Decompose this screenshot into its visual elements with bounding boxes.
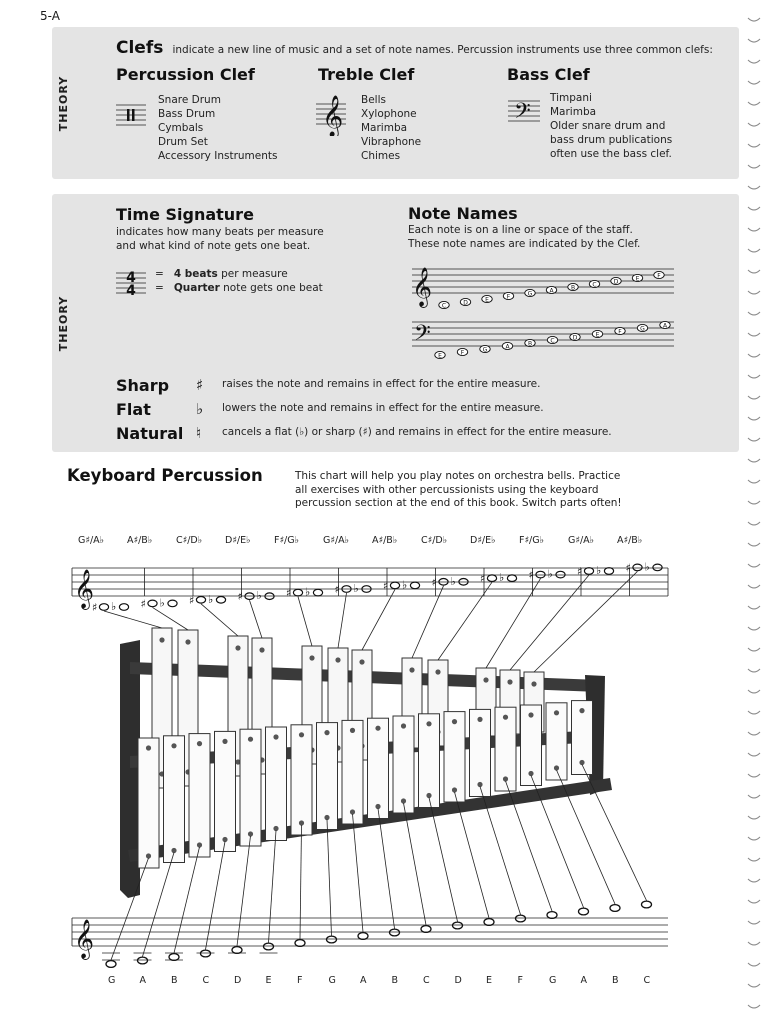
binding-coil	[748, 312, 760, 315]
keyboard-percussion-desc: This chart will help you play notes on orchestra bells. Practice all exercises with other percussionists using the keyboard percussion section at the end of this book. Switch parts often!	[295, 470, 622, 509]
svg-text:𝄞: 𝄞	[74, 569, 95, 609]
accidental-label: D♯/E♭	[470, 535, 496, 546]
accidental-label: A♯/B♭	[617, 535, 643, 546]
binding-coil	[748, 417, 760, 420]
natural-bar	[546, 703, 567, 780]
time-signature-icon	[116, 268, 146, 298]
natural-labels-row	[0, 975, 768, 989]
note-name-letter: F	[618, 328, 622, 336]
natural-note	[484, 919, 494, 926]
note-name-letter: C	[550, 337, 555, 345]
natural-icon: ♮	[196, 424, 202, 442]
binding-coil	[748, 501, 760, 504]
keyboard-percussion-title: Keyboard Percussion	[67, 466, 263, 485]
note-name-circle	[568, 283, 578, 291]
note-name-letter: C	[441, 302, 447, 310]
note-name-letter: E	[635, 275, 640, 283]
binding-coil	[748, 39, 760, 42]
percussion-clef-title: Percussion Clef	[116, 65, 255, 84]
natural-bar	[291, 725, 312, 835]
svg-text:♭: ♭	[208, 592, 214, 606]
accidental-label: C♯/D♭	[176, 535, 203, 546]
accidental-labels-row	[78, 535, 678, 549]
svg-text:𝄞: 𝄞	[74, 919, 95, 959]
natural-note	[102, 953, 120, 967]
note-name-letter: B	[527, 340, 533, 348]
svg-text:♭: ♭	[402, 578, 408, 592]
accidental-note-pair	[577, 564, 614, 578]
natural-note	[228, 947, 246, 954]
accidentals-list	[116, 373, 726, 445]
natural-label: D	[234, 975, 242, 986]
accidental-note-pair	[383, 578, 420, 592]
svg-text:♭: ♭	[547, 567, 553, 581]
time-signature-title: Time Signature	[116, 205, 254, 224]
natural-label: E	[265, 975, 272, 986]
natural-label: A	[139, 975, 146, 986]
note-name-letter: D	[463, 299, 468, 307]
binding-coil	[748, 480, 760, 483]
flat-label: Flat	[116, 399, 151, 419]
note-name-circle	[460, 298, 470, 306]
natural-note	[358, 933, 368, 940]
svg-text:♭: ♭	[305, 585, 311, 599]
svg-text:♯: ♯	[383, 579, 389, 593]
natural-bar	[189, 734, 210, 857]
svg-text:𝄞: 𝄞	[322, 96, 344, 136]
svg-text:♯: ♯	[286, 586, 292, 600]
note-names-title: Note Names	[408, 204, 518, 223]
note-name-letter: D	[613, 278, 619, 286]
accidental-note-pair	[286, 586, 323, 600]
natural-note	[295, 940, 305, 947]
binding-coil	[748, 1005, 760, 1008]
time-signature-bottom: 4	[126, 283, 136, 298]
svg-text:♯: ♯	[237, 590, 243, 604]
svg-text:♯: ♯	[334, 583, 340, 596]
note-name-circle	[480, 345, 490, 353]
natural-label: C	[643, 975, 651, 986]
binding-coil	[748, 228, 760, 231]
accidental-label: A♯/B♭	[372, 535, 398, 546]
natural-bar	[164, 736, 185, 863]
natural-label: G	[108, 975, 116, 986]
clefs-intro: indicate a new line of music and a set of note names. Percussion instruments use three common clefs:	[172, 44, 713, 56]
natural-bar	[317, 723, 338, 830]
natural-bar	[393, 716, 414, 813]
binding-coil	[748, 249, 760, 252]
note-name-circle	[654, 271, 664, 279]
accidental-label: A♯/B♭	[127, 535, 153, 546]
natural-row: Natural ♮ cancels a flat (♭) or sharp (♯) and remains in effect for the entire measure.	[116, 423, 612, 443]
binding-coil	[748, 438, 760, 441]
clefs-heading-row	[116, 38, 736, 58]
natural-label: C	[423, 975, 430, 986]
binding-coil	[748, 543, 760, 546]
natural-label: B	[391, 975, 399, 986]
theory-tab-1: THEORY	[57, 75, 71, 131]
natural-label: D	[454, 975, 462, 986]
svg-text:♯: ♯	[431, 575, 437, 589]
note-name-circle	[611, 277, 621, 285]
accidental-label: F♯/G♭	[274, 535, 300, 546]
treble-note-names-staff	[408, 260, 676, 312]
natural-note	[547, 912, 557, 919]
natural-note	[134, 953, 152, 964]
percussion-clef-icon	[116, 100, 146, 130]
natural-label: B	[612, 975, 619, 986]
binding-coil	[748, 270, 760, 273]
note-name-circle	[547, 336, 557, 344]
natural-label: A	[580, 975, 587, 986]
binding-coil	[748, 207, 760, 210]
accidental-label: G♯/A♭	[323, 535, 350, 546]
accidental-note-pair	[480, 571, 517, 585]
binding-coil	[748, 60, 760, 63]
binding-coil	[748, 522, 760, 525]
natural-bar	[215, 731, 236, 851]
svg-text:♭: ♭	[499, 571, 505, 585]
note-name-letter: A	[662, 322, 668, 330]
accidental-label: F♯/G♭	[519, 535, 545, 546]
treble-clef-title: Treble Clef	[318, 65, 415, 84]
time-signature-desc: indicates how many beats per measure and what kind of note gets one beat.	[116, 226, 324, 252]
natural-label: C	[202, 975, 210, 986]
natural-label: F	[297, 975, 303, 986]
natural-bar	[368, 718, 389, 818]
binding-coil	[748, 396, 760, 399]
natural-label: G	[328, 975, 336, 986]
binding-coil	[748, 375, 760, 378]
binding-coil	[748, 354, 760, 357]
natural-note	[453, 922, 463, 929]
clefs-title: Clefs	[116, 38, 164, 58]
note-name-letter: G	[640, 325, 645, 333]
flat-icon: ♭	[196, 400, 204, 418]
note-name-circle	[592, 330, 602, 338]
natural-note	[197, 950, 215, 957]
bass-note-names-staff	[408, 316, 676, 366]
note-name-circle	[439, 301, 449, 309]
note-name-circle	[525, 289, 535, 297]
note-name-circle	[482, 295, 492, 303]
time-signature-explanation: = 4 beats per measure = Quarter note gets one beat	[155, 268, 323, 294]
accidental-note-pair	[92, 600, 129, 614]
svg-text:♯: ♯	[480, 572, 486, 586]
sharp-label: Sharp	[116, 375, 170, 395]
natural-note	[579, 908, 589, 915]
natural-bar	[572, 701, 593, 775]
bass-clef-icon	[508, 96, 540, 126]
note-name-letter: E	[485, 296, 489, 304]
accidental-note-pair	[141, 596, 178, 610]
svg-text:♭: ♭	[644, 560, 650, 574]
svg-text:♯: ♯	[140, 597, 146, 611]
note-name-letter: F	[657, 272, 661, 280]
natural-label: G	[549, 975, 557, 986]
flat-row: Flat ♭ lowers the note and remains in effect for the entire measure.	[116, 399, 544, 419]
note-name-letter: G	[482, 346, 488, 354]
natural-label: Natural	[116, 423, 184, 443]
accidental-label: D♯/E♭	[225, 535, 251, 546]
natural-bar	[521, 705, 542, 786]
natural-note	[610, 905, 620, 912]
note-names-desc: Each note is on a line or space of the staff. These note names are indicated by the Clef.	[408, 224, 641, 250]
accidental-label: C♯/D♭	[421, 535, 448, 546]
note-name-letter: A	[549, 287, 554, 295]
accidental-note-pair	[189, 593, 226, 607]
note-name-circle	[457, 348, 467, 356]
natural-note	[260, 943, 278, 953]
natural-note	[327, 936, 337, 943]
natural-label: F	[517, 975, 523, 986]
svg-text:♯: ♯	[189, 593, 195, 607]
natural-note	[516, 915, 526, 922]
svg-text:♯: ♯	[92, 601, 98, 614]
theory-tab-2: THEORY	[57, 295, 71, 351]
natural-bar	[266, 727, 287, 841]
note-name-circle	[435, 351, 445, 359]
note-name-circle	[503, 292, 513, 300]
natural-label: B	[171, 975, 178, 986]
naturals-staff	[72, 918, 668, 960]
accidental-label: G♯/A♭	[568, 535, 595, 546]
natural-bar	[342, 720, 363, 824]
svg-text:♭: ♭	[111, 600, 117, 613]
natural-note	[390, 929, 400, 936]
natural-label: E	[486, 975, 493, 986]
binding-coil	[748, 144, 760, 147]
natural-note	[421, 926, 431, 933]
note-name-letter: D	[572, 334, 578, 342]
svg-text:𝄢: 𝄢	[414, 321, 431, 351]
svg-text:𝄢: 𝄢	[514, 99, 531, 126]
svg-text:♭: ♭	[596, 564, 602, 577]
sharp-icon: ♯	[196, 376, 204, 394]
svg-text:♭: ♭	[159, 596, 165, 610]
page-label: 5-A	[40, 9, 60, 23]
natural-bar	[470, 709, 491, 796]
keyboard-diagram	[0, 550, 768, 990]
note-name-letter: E	[595, 331, 600, 339]
binding-coil	[748, 165, 760, 168]
treble-clef-list: Bells Xylophone Marimba Vibraphone Chimes	[361, 94, 422, 162]
natural-label: A	[360, 975, 367, 986]
binding-coil	[748, 102, 760, 105]
binding-coil	[748, 186, 760, 189]
svg-text:♯: ♯	[528, 568, 534, 582]
natural-note	[165, 953, 183, 960]
natural-bar	[138, 738, 159, 868]
note-name-letter: A	[505, 343, 510, 351]
accidental-note-pair	[529, 568, 566, 582]
binding-coil	[748, 123, 760, 126]
note-name-letter: B	[570, 284, 576, 292]
svg-text:♭: ♭	[450, 574, 456, 588]
time-signature-top: 4	[126, 270, 136, 286]
note-name-letter: G	[527, 290, 533, 298]
note-name-letter: E	[438, 352, 442, 360]
note-name-letter: C	[592, 281, 597, 289]
sharp-row: Sharp ♯ raises the note and remains in effect for the entire measure.	[116, 375, 541, 395]
svg-text:♭: ♭	[256, 589, 262, 603]
binding-coil	[748, 81, 760, 84]
percussion-clef-list: Snare Drum Bass Drum Cymbals Drum Set Accessory Instruments	[158, 94, 278, 162]
natural-bar	[240, 729, 261, 846]
note-name-circle	[502, 342, 512, 350]
svg-text:𝄞: 𝄞	[412, 267, 433, 307]
binding-coil	[748, 459, 760, 462]
natural-bar	[419, 714, 440, 808]
natural-bar	[444, 712, 465, 802]
svg-text:♯: ♯	[625, 561, 631, 575]
binding-coil	[748, 18, 760, 21]
note-name-letter: F	[506, 293, 511, 301]
binding-coil	[748, 291, 760, 294]
note-name-letter: F	[460, 349, 465, 357]
binding-coil	[748, 333, 760, 336]
natural-bar	[495, 707, 516, 791]
svg-text:♯: ♯	[577, 565, 583, 578]
note-name-circle	[637, 324, 647, 332]
bass-clef-list: Timpani Marimba Older snare drum and bass drum publications often use the bass clef.	[550, 92, 673, 160]
accidental-note-pair	[626, 560, 663, 574]
bass-clef-title: Bass Clef	[507, 65, 590, 84]
accidental-label: G♯/A♭	[78, 535, 105, 546]
natural-note	[642, 901, 652, 908]
svg-text:♭: ♭	[353, 582, 359, 595]
treble-clef-icon	[316, 92, 346, 136]
